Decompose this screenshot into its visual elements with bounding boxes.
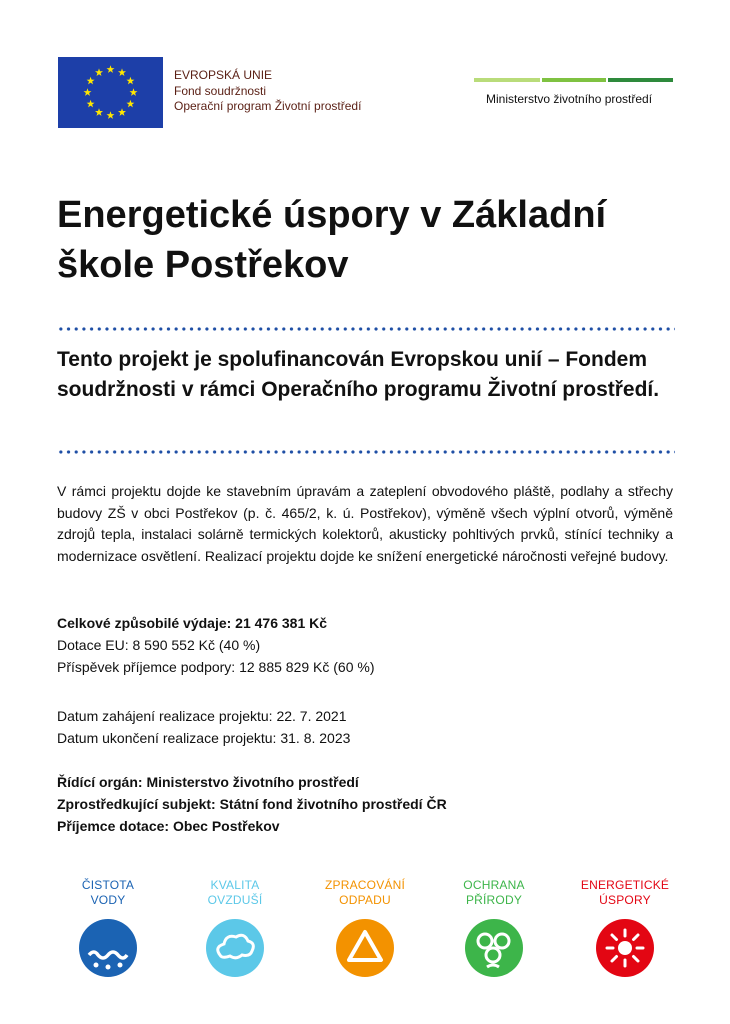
priority-energy-label-2: ÚSPORY [599, 893, 651, 907]
priority-air [180, 878, 290, 977]
priority-water-label-2: VODY [90, 893, 126, 907]
eu-line-3: Operační program Životní prostředí [174, 99, 362, 113]
priority-water [53, 878, 163, 977]
eu-star-icon [107, 65, 115, 73]
priority-air-label-2: OVZDUŠÍ [207, 893, 263, 907]
priority-nature [439, 878, 549, 977]
eu-stars-icon [58, 57, 163, 128]
eu-star-icon [95, 108, 103, 116]
eu-line-2: Fond soudržnosti [174, 83, 267, 98]
eu-star-icon [130, 88, 138, 96]
eu-program-text [174, 68, 361, 115]
energy-icon [596, 919, 654, 977]
eu-star-icon [87, 100, 95, 108]
page-title: Energetické úspory v Základní škole Postřekov [57, 194, 607, 286]
priority-nature-label-1: OCHRANA [463, 878, 525, 892]
eu-star-icon [118, 68, 126, 76]
eu-star-icon [126, 100, 134, 108]
eu-star-icon [118, 108, 126, 116]
eu-star-icon [107, 111, 115, 119]
recipient-contribution: Příspěvek příjemce podpory: 12 885 829 Kč (60 %) [57, 659, 375, 675]
waste-icon [336, 919, 394, 977]
project-description: V rámci projektu dojde ke stavebním úpravám a zateplení obvodového pláště, podlahy a střechy budovy ZŠ v obci Postřekov (p. č. 465/2, k. ú. Postřekov), výměně všech výplní otvorů, výměně zdrojů tepla, instalaci solárně termických kolektorů, akusticky pohltivých prvků, stínící techniky a modernizace osvětlení. Realizací projektu dojde ke snížení energetické náročnosti veřejné budovy. [57, 483, 673, 564]
intermediate-body: Zprostředkující subjekt: Státní fond životního prostředí ČR [57, 796, 447, 812]
eu-grant: Dotace EU: 8 590 552 Kč (40 %) [57, 637, 261, 653]
grant-recipient: Příjemce dotace: Obec Postřekov [57, 818, 280, 834]
air-icon [206, 919, 264, 977]
total-expenses: Celkové způsobilé výdaje: 21 476 381 Kč [57, 615, 328, 631]
ministry-name: Ministerstvo životního prostředí [486, 92, 653, 106]
priority-waste [310, 878, 420, 977]
dotted-divider-top [57, 327, 675, 331]
nature-icon [465, 919, 523, 977]
end-date: Datum ukončení realizace projektu: 31. 8. 2023 [57, 730, 351, 746]
managing-authority: Řídící orgán: Ministerstvo životního prostředí [57, 774, 359, 790]
eu-star-icon [126, 77, 134, 85]
eu-flag-logo [58, 57, 163, 128]
priority-nature-label-2: PŘÍRODY [465, 893, 523, 907]
eu-star-icon [87, 77, 95, 85]
priority-energy [570, 878, 680, 977]
priority-waste-label-1: ZPRACOVÁNÍ [324, 878, 405, 892]
eu-star-icon [95, 68, 103, 76]
cofinancing-statement: Tento projekt je spolufinancován Evropskou unií – Fondem soudržnosti v rámci Operačního programu Životní prostředí. [57, 348, 660, 401]
ministry-color-bars [474, 78, 673, 82]
water-icon [79, 919, 137, 977]
dotted-divider-bottom [57, 450, 675, 454]
priority-air-label-1: KVALITA [210, 878, 260, 892]
priority-water-label-1: ČISTOTA [81, 878, 135, 892]
priority-waste-label-2: ODPADU [339, 893, 391, 907]
start-date: Datum zahájení realizace projektu: 22. 7. 2021 [57, 708, 347, 724]
priority-energy-label-1: ENERGETICKÉ [580, 878, 670, 892]
eu-star-icon [84, 88, 92, 96]
eu-line-1: EVROPSKÁ UNIE [174, 68, 273, 82]
